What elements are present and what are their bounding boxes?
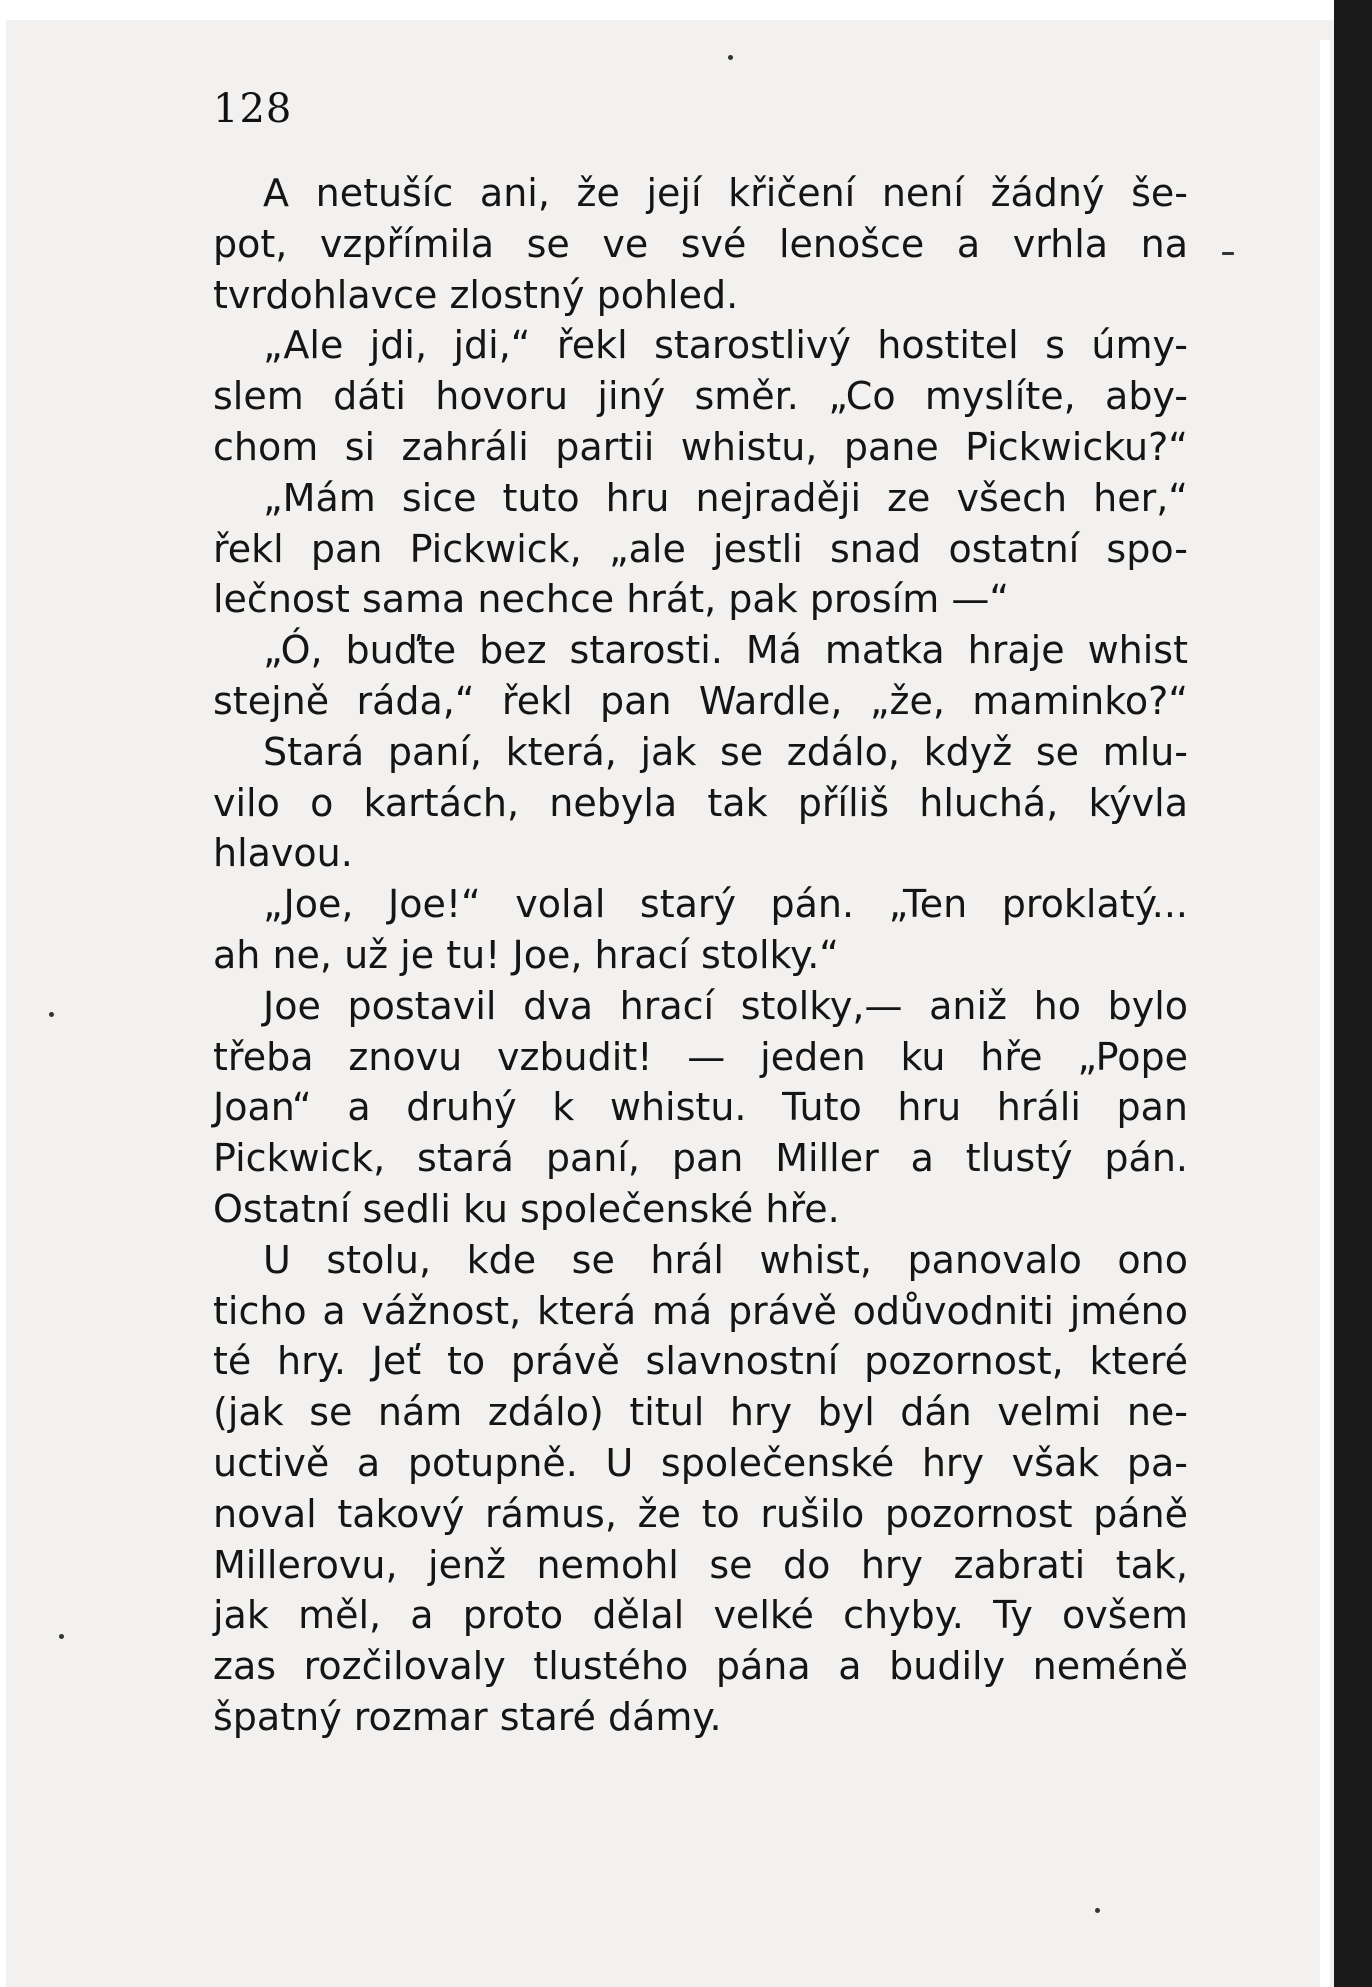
- book-spine: [1334, 0, 1372, 1987]
- text-line: Joe postavil dva hrací stolky,— aniž ho bylo: [263, 983, 1188, 1028]
- text-line: Joan“ a druhý k whistu. Tuto hru hráli pan: [213, 1085, 1188, 1130]
- text-line: té hry. Jeť to právě slavnostní pozornost, které: [213, 1339, 1188, 1384]
- text-line: „Mám sice tuto hru nejraději ze všech her,“: [263, 475, 1188, 520]
- text-line: ticho a vážnost, která má právě odůvodniti jméno: [213, 1288, 1188, 1333]
- text-line: „Joe, Joe!“ volal starý pán. „Ten proklatý...: [263, 882, 1188, 927]
- text-line: uctivě a potupně. U společenské hry však pa-: [213, 1440, 1188, 1485]
- text-line: špatný rozmar staré dámy.: [213, 1694, 722, 1739]
- text-line: jak měl, a proto dělal velké chyby. Ty ovšem: [213, 1593, 1188, 1638]
- text-line: vilo o kartách, nebyla tak příliš hluchá, kývla: [213, 780, 1188, 825]
- scan-spine-gap: [1320, 40, 1330, 1987]
- text-line: lečnost sama nechce hrát, pak prosím —“: [213, 577, 1010, 622]
- page-number: 128: [213, 86, 293, 132]
- text-line: noval takový rámus, že to rušilo pozornost páně: [213, 1491, 1188, 1536]
- text-line: řekl pan Pickwick, „ale jestli snad ostatní spo-: [213, 526, 1188, 571]
- text-line: Millerovu, jenž nemohl se do hry zabrati tak,: [213, 1542, 1188, 1587]
- text-line: zas rozčilovaly tlustého pána a budily neméně: [213, 1644, 1188, 1689]
- text-line: tvrdohlavce zlostný pohled.: [213, 272, 739, 317]
- text-line: pot, vzpřímila se ve své lenošce a vrhla na: [213, 221, 1188, 266]
- scan-left-edge: [0, 0, 6, 1987]
- text-line: hlavou.: [213, 831, 353, 876]
- text-line: U stolu, kde se hrál whist, panovalo ono: [263, 1237, 1188, 1282]
- text-line: stejně ráda,“ řekl pan Wardle, „že, maminko?“: [213, 678, 1188, 723]
- body-text: [213, 168, 1188, 1743]
- text-line: chom si zahráli partii whistu, pane Pickwicku?“: [213, 424, 1188, 469]
- scan-speck: [59, 1634, 64, 1639]
- text-line: ah ne, už je tu! Joe, hrací stolky.“: [213, 932, 839, 977]
- text-line: „Ó, buďte bez starosti. Má matka hraje whist: [263, 628, 1188, 673]
- text-line: slem dáti hovoru jiný směr. „Co myslíte, aby-: [213, 374, 1188, 419]
- scan-speck: [1222, 252, 1234, 255]
- text-line: třeba znovu vzbudit! — jeden ku hře „Pope: [213, 1034, 1188, 1079]
- scan-speck: [1095, 1908, 1100, 1913]
- scan-speck: [49, 1012, 54, 1017]
- text-line: Ostatní sedli ku společenské hře.: [213, 1186, 840, 1231]
- text-line: Pickwick, stará paní, pan Miller a tlustý pán.: [213, 1136, 1188, 1181]
- scan-top-edge: [0, 0, 1372, 20]
- text-line: „Ale jdi, jdi,“ řekl starostlivý hostitel s úmy-: [263, 323, 1188, 368]
- text-line: A netušíc ani, že její křičení není žádný še-: [263, 171, 1188, 215]
- scan-speck: [728, 55, 733, 60]
- text-line: (jak se nám zdálo) titul hry byl dán velmi ne-: [213, 1390, 1188, 1435]
- text-line: Stará paní, která, jak se zdálo, když se mlu-: [263, 729, 1188, 774]
